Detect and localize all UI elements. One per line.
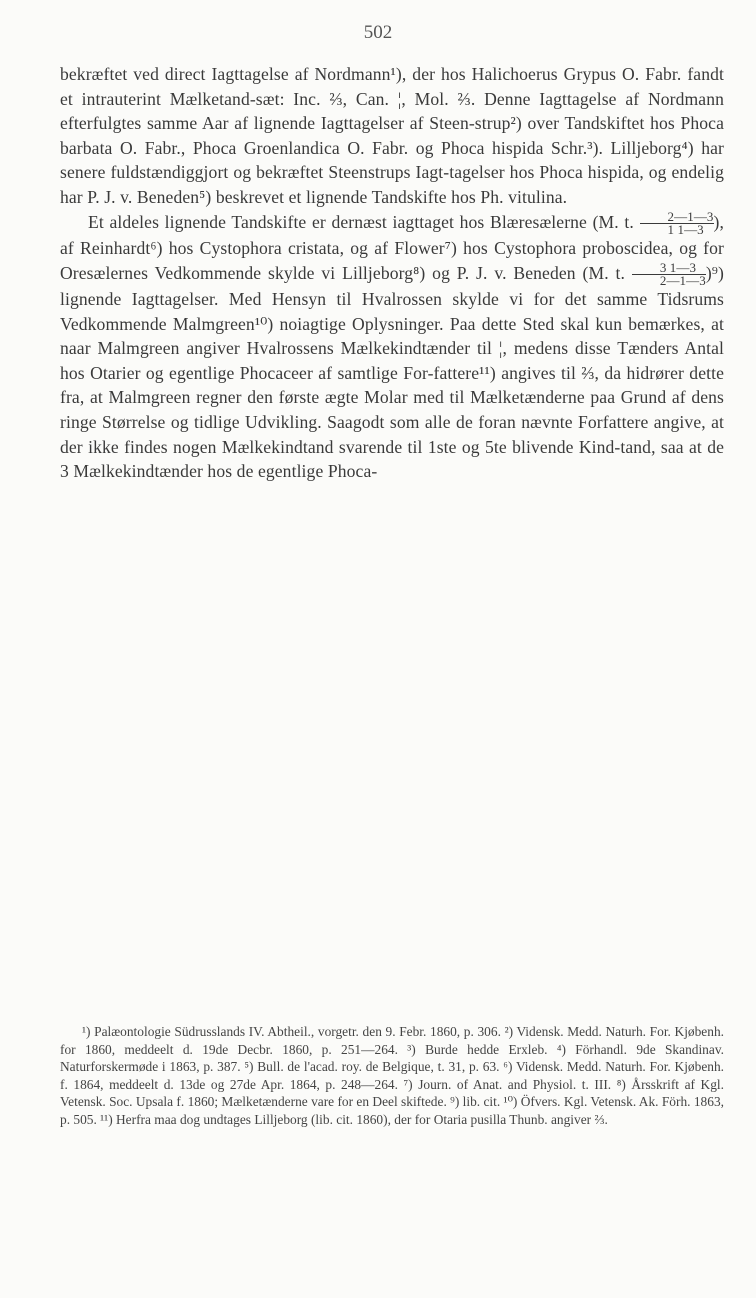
para2-text-c: )⁹) lignende Iagttagelser. Med Hensyn til Hvalrossen skylde vi for det samme Tidsrums Vedkommende Malmgreen¹⁰) noiagtige Oplysninger. Paa dette Sted skal kun bemærkes, at naar Malmgreen angiver Hvalrossens Mælkekindtænder til ¦, medens disse Tænders Antal hos Otarier og egentlige Phocaceer af samtlige For-fattere¹¹) angives til ⅔, da hidrører dette fra, at Malmgreen regner den første ægte Molar med til Mælketænderne paa Grund af dens ringe Størrelse og tidlige Udvikling. Saagodt som alle de foran nævnte Forfattere angive, at der ikke findes nogen Mælkekindtand svarende til 1ste og 5te blivende Kind-tand, saa at de 3 Mælkekindtænder hos de egentlige Phoca- [60, 262, 724, 482]
para2-text-a: Et aldeles lignende Tandskifte er dernæst iagttaget hos Blæresælerne (M. t. [88, 211, 640, 232]
footnote-block: ¹) Palæontologie Südrusslands IV. Abtheil., vorgetr. den 9. Febr. 1860, p. 306. ²) Vidensk. Medd. Naturh. For. Kjøbenh. for 1860, meddeelt d. 19de Decbr. 1860, p. 251—264. ³) Burde hedde Erxleb. ⁴) Förhandl. 9de Skandinav. Naturforskermøde i 1863, p. 387. ⁵) Bull. de l'acad. roy. de Belgique, t. 31, p. 63. ⁶) Vidensk. Medd. Naturh. For. Kjøbenh. f. 1864, meddeelt d. 13de og 27de Apr. 1864, p. 248—264. ⁷) Journ. of Anat. and Physiol. t. III. ⁸) Årsskrift af Kgl. Vetensk. Soc. Upsala f. 1860; Mælketænderne vare for en Deel skiftede. ⁹) lib. cit. ¹⁰) Öfvers. Kgl. Vetensk. Ak. Förh. 1863, p. 505. ¹¹) Herfra maa dog undtages Lilljeborg (lib. cit. 1860), der for Otaria pusilla Thunb. angiver ⅔. [60, 1024, 724, 1127]
page-number: 502 [363, 22, 393, 43]
formula-denominator: 1 1—3 [667, 222, 704, 238]
formula-numerator: 2—1—3 [640, 211, 714, 224]
formula-denominator: 2—1—3 [659, 273, 706, 289]
main-text [60, 62, 724, 484]
paragraph-1: bekræftet ved direct Iagttagelse af Nordmann¹), der hos Halichoerus Grypus O. Fabr. fandt et intrauterint Mælketand-sæt: Inc. ⅔, Can. ¦, Mol. ⅔. Denne Iagttagelse af Nordmann efterfulgtes samme Aar af lignende Iagttagelser af Steen-strup²) over Tandskiftet hos Phoca barbata O. Fabr., Phoca Groenlandica O. Fabr. og Phoca hispida Schr.³). Lilljeborg⁴) har senere fuldstændiggjort og bekræftet Steenstrups Iagt-tagelser hos Phoca hispida, og endelig har P. J. v. Beneden⁵) beskrevet et lignende Tandskifte hos Ph. vitulina. [60, 64, 724, 207]
formula-numerator: 3 1—3 [632, 262, 706, 275]
footnotes [60, 1023, 724, 1129]
dental-formula-oresaeler [632, 262, 706, 287]
paragraph-2 [60, 210, 724, 484]
para2-text-b: ), af Reinhardt⁶) hos Cystophora cristata, og af Flower⁷) hos Cystophora proboscidea, og for Oresælernes Vedkommende skylde vi Lilljeborg⁸) og P. J. v. Beneden (M. t. [60, 211, 724, 283]
dental-formula-blaeresaeler [640, 211, 714, 236]
